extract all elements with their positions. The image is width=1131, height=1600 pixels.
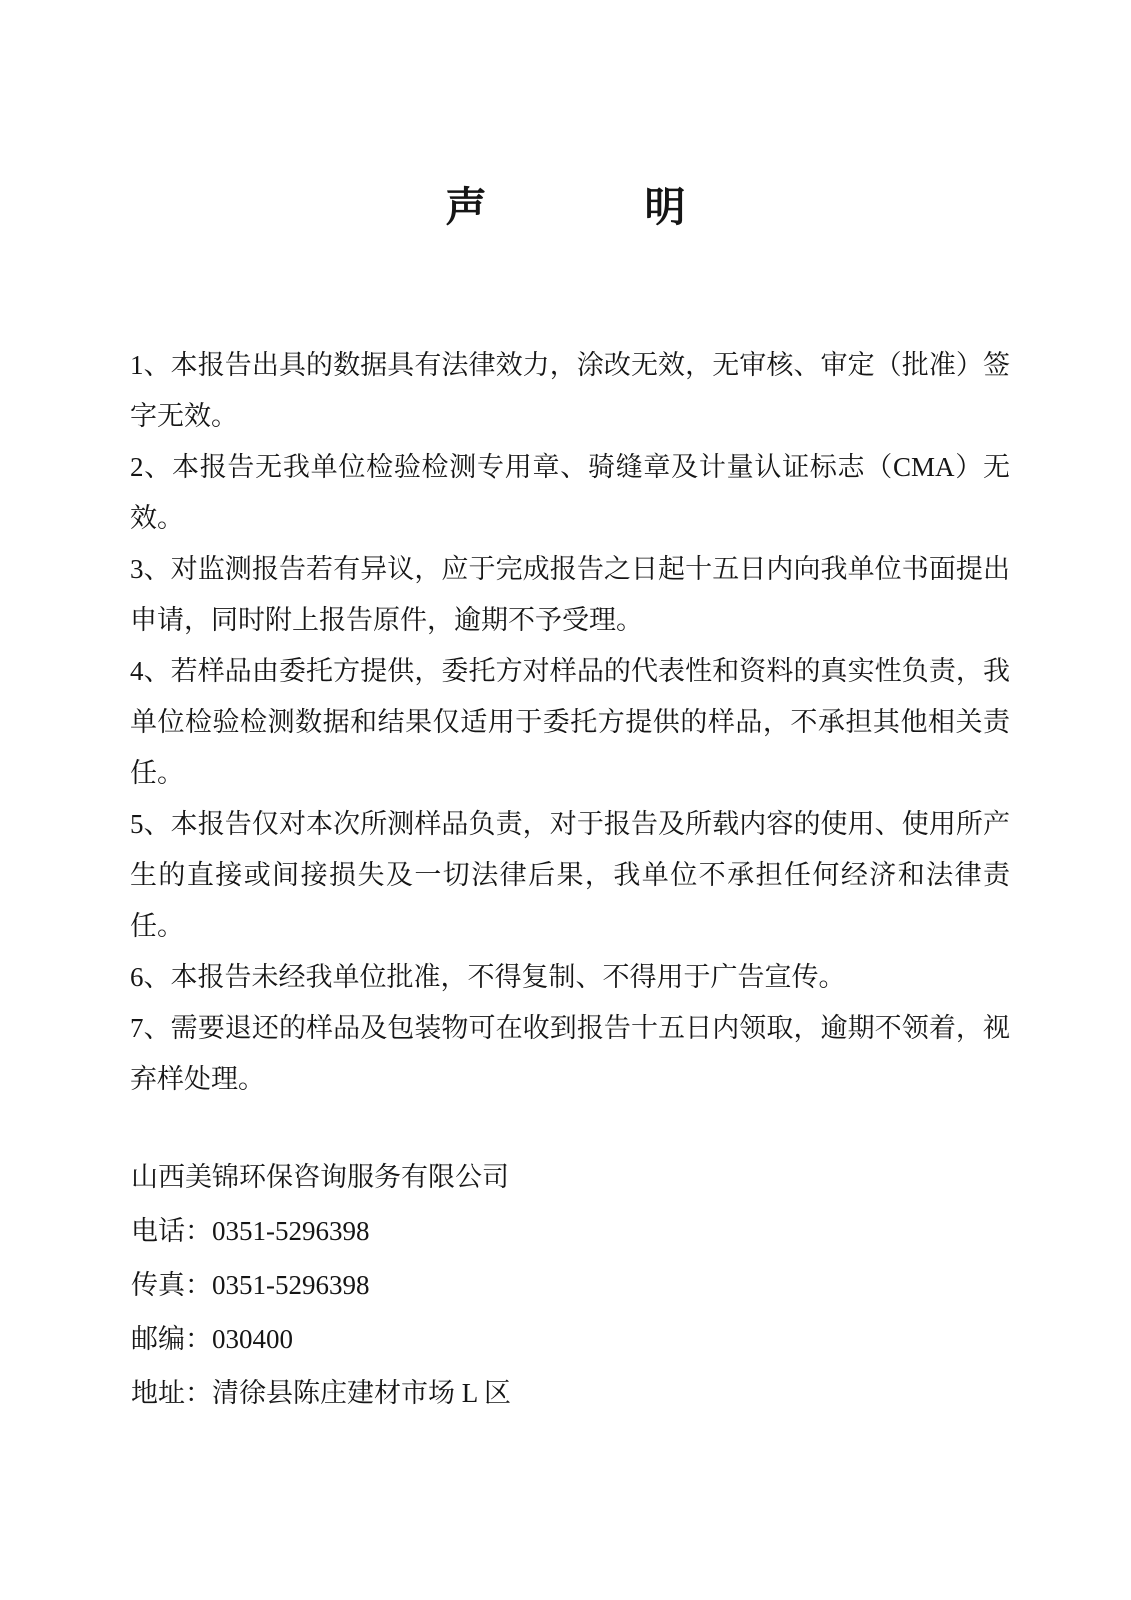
company-name: 山西美锦环保咨询服务有限公司 — [131, 1162, 509, 1192]
phone-label: 电话： — [131, 1216, 212, 1246]
phone-value: 0351-5296398 — [212, 1216, 370, 1246]
statement-item-2: 2、本报告无我单位检验检测专用章、骑缝章及计量认证标志（CMA）无效。 — [130, 452, 1010, 533]
title-char-right: 明 — [644, 184, 686, 230]
postcode-label: 邮编： — [131, 1324, 212, 1354]
statement-item-6: 6、本报告未经我单位批准，不得复制、不得用于广告宣传。 — [130, 962, 846, 992]
footer-contact-block — [131, 1150, 511, 1420]
statement-item-4: 4、若样品由委托方提供，委托方对样品的代表性和资料的真实性负责，我单位检验检测数据和结果仅适用于委托方提供的样品，不承担其他相关责任。 — [130, 656, 1010, 788]
fax-line — [131, 1258, 511, 1312]
statement-item-5: 5、本报告仅对本次所测样品负责，对于报告及所载内容的使用、使用所产生的直接或间接损失及一切法律后果，我单位不承担任何经济和法律责任。 — [130, 809, 1010, 941]
fax-value: 0351-5296398 — [212, 1270, 370, 1300]
statement-item-7: 7、需要退还的样品及包装物可在收到报告十五日内领取，逾期不领着，视弃样处理。 — [130, 1013, 1010, 1094]
address-label: 地址： — [131, 1378, 212, 1408]
postcode-line — [131, 1312, 511, 1366]
statement-item-1: 1、本报告出具的数据具有法律效力，涂改无效，无审核、审定（批准）签字无效。 — [130, 350, 1010, 431]
address-value: 清徐县陈庄建材市场 L 区 — [212, 1378, 511, 1408]
statement-item-3: 3、对监测报告若有异议，应于完成报告之日起十五日内向我单位书面提出申请，同时附上报告原件，逾期不予受理。 — [130, 554, 1010, 635]
title-char-left: 声 — [445, 184, 487, 230]
page-title — [0, 183, 1131, 232]
statement-list — [130, 340, 1010, 1105]
fax-label: 传真： — [131, 1270, 212, 1300]
postcode-value: 030400 — [212, 1324, 293, 1354]
address-line — [131, 1366, 511, 1420]
phone-line — [131, 1204, 511, 1258]
